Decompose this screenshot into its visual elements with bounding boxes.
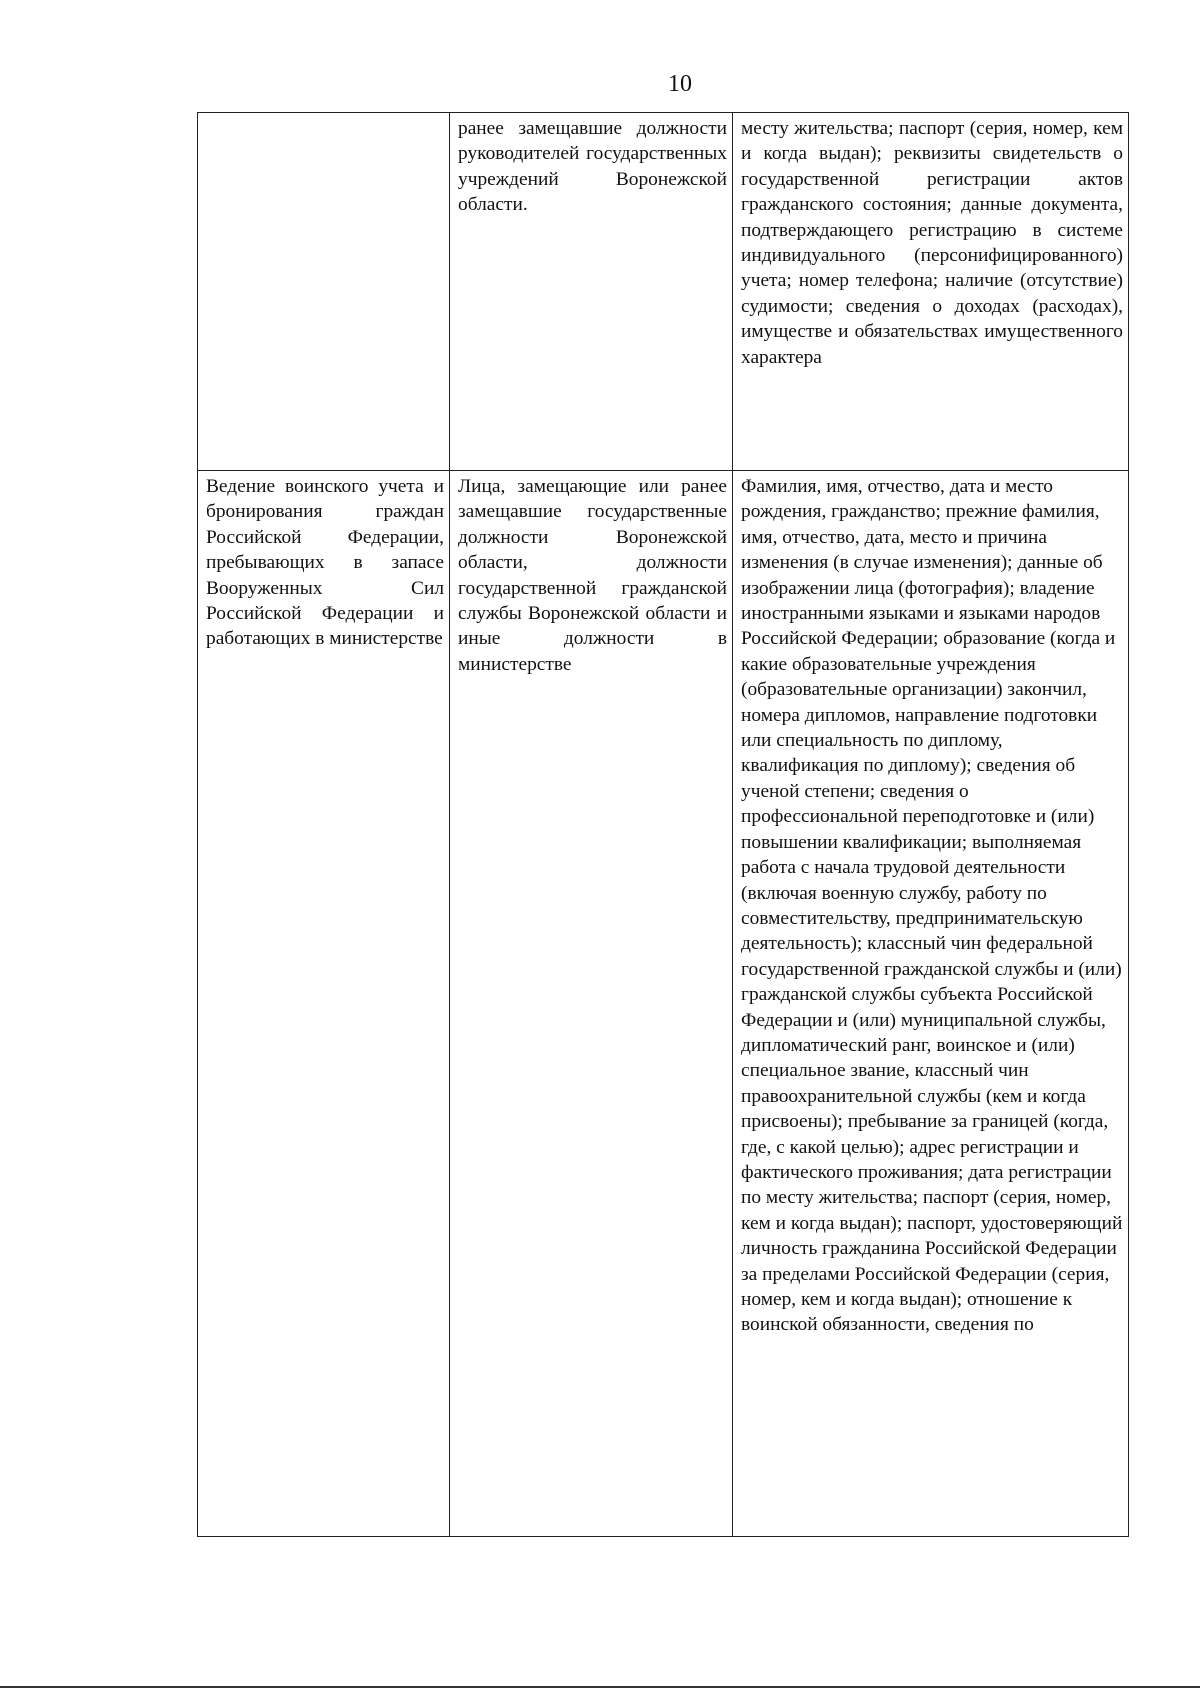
page-number: 10 bbox=[668, 71, 692, 97]
personal-data-table bbox=[197, 112, 1129, 1537]
table-cell-subjects bbox=[450, 471, 733, 1537]
data-categories-text: Фамилия, имя, отчество, дата и место рождения, гражданство; прежние фамилия, имя, отчество, дата, место и причина изменения (в случае изменения); данные об изображении лица (фотография); владение иностранными языками и языками народов Российской Федерации; образование (когда и какие образовательные учреждения (образовательные организации) закончил, номера дипломов, направление подготовки или специальность по диплому, квалификация по диплому); сведения об ученой степени; сведения о профессиональной переподготовке и (или) повышении квалификации; выполняемая работа с начала трудовой деятельности (включая военную службу, работу по совместительству, предпринимательскую деятельность); классный чин федеральной государственной гражданской службы и (или) гражданской службы субъекта Российской Федерации и (или) муниципальной службы, дипломатический ранг, воинское и (или) специальное звание, классный чин правоохранительной службы (кем и когда присвоены); пребывание за границей (когда, где, с какой целью); адрес регистрации и фактического проживания; дата регистрации по месту жительства; паспорт (серия, номер, кем и когда выдан); паспорт, удостоверяющий личность гражданина Российской Федерации за пределами Российской Федерации (серия, номер, кем и когда выдан); отношение к воинской обязанности, сведения по bbox=[741, 476, 1123, 1336]
table-cell-data-categories bbox=[733, 113, 1129, 471]
subjects-text: ранее замещавшие должности руководителей государственных учреждений Воронежской области. bbox=[458, 118, 727, 216]
table-cell-data-categories bbox=[733, 471, 1129, 1537]
table-cell-subjects bbox=[450, 113, 733, 471]
table-row bbox=[198, 113, 1129, 471]
table-cell-purpose bbox=[198, 471, 450, 1537]
data-categories-text: месту жительства; паспорт (серия, номер, кем и когда выдан); реквизиты свидетельств о государственной регистрации актов гражданского состояния; данные документа, подтверждающего регистрацию в системе индивидуального (персонифицированного) учета; номер телефона; наличие (отсутствие) судимости; сведения о доходах (расходах), имуществе и обязательствах имущественного характера bbox=[741, 118, 1123, 368]
purpose-text: Ведение воинского учета и бронирования граждан Российской Федерации, пребывающих в запасе Вооруженных Сил Российской Федерации и работающих в министерстве bbox=[206, 476, 444, 650]
table-cell-purpose bbox=[198, 113, 450, 471]
table-row bbox=[198, 471, 1129, 1537]
subjects-text: Лица, замещающие или ранее замещавшие государственные должности Воронежской области, должности государственной гражданской службы Воронежской области и иные должности в министерстве bbox=[458, 476, 727, 675]
page-bottom-rule bbox=[0, 1686, 1200, 1688]
